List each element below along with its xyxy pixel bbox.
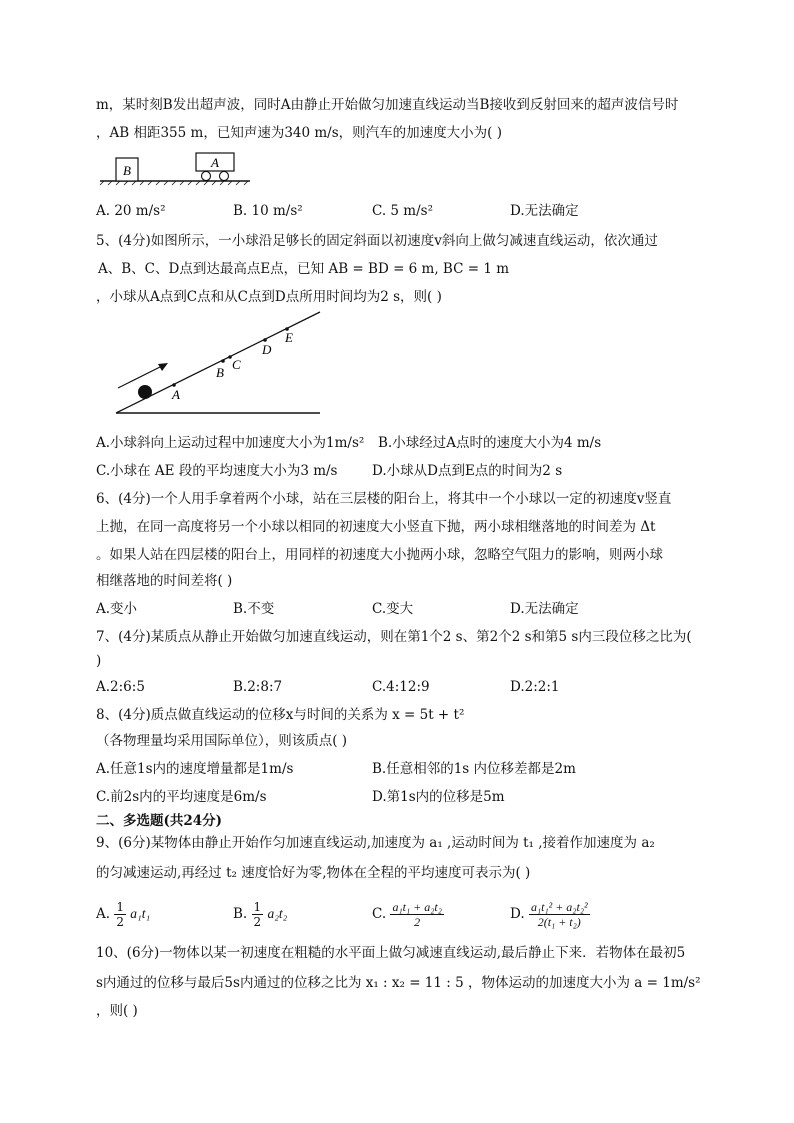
- q4-option-b: B. 10 m/s²: [233, 203, 303, 219]
- q7-line2: ): [96, 653, 102, 669]
- q7-option-d: D.2:2:1: [510, 679, 560, 695]
- q9-line2: 的匀减速运动,再经过 t₂ 速度恰好为零,物体在全程的平均速度可表示为( ): [96, 865, 531, 881]
- q9-option-d: D. $\frac{\text{a₁t₁² + a₂t₂²}}{\text{2(t₁ + t₂)}}$: [510, 900, 588, 929]
- cart-a-label: A: [211, 155, 219, 170]
- point-d-label: D: [262, 342, 272, 357]
- q6-line2: 上抛，在同一高度将另一个小球以相同的初速度大小竖直下抛，两小球相继落地的时间差为 Δt: [96, 519, 656, 535]
- q4-option-c: C. 5 m/s²: [372, 203, 434, 219]
- q5-line3: ，小球从A点到C点和从C点到D点所用时间均为2 s，则( ): [96, 289, 442, 305]
- q5-option-a: A.小球斜向上运动过程中加速度大小为1m/s²: [96, 435, 365, 451]
- q8-option-c: C.前2s内的平均速度是6m/s: [96, 789, 267, 805]
- q7-option-c: C.4:12:9: [372, 679, 430, 695]
- box-b-label: B: [123, 163, 131, 178]
- q6-option-d: D.无法确定: [510, 601, 579, 617]
- q10-line1: 10、(6分)一物体以某一初速度在粗糙的水平面上做匀减速直线运动,最后静止下来．若物体在最初5: [96, 945, 686, 961]
- q10-line3: ，则( ): [96, 1003, 138, 1019]
- point-e-label: E: [285, 330, 293, 345]
- q8-option-a: A.任意1s内的速度增量都是1m/s: [96, 761, 294, 777]
- q9-option-b: B. $\frac{1}{2}$ a₂t₂: [233, 900, 288, 929]
- q9-option-c: C. $\frac{\text{a₁t₁ + a₂t₂}}{2}$: [372, 900, 442, 929]
- cart-wheel: [220, 172, 229, 181]
- q4-option-d: D.无法确定: [510, 203, 579, 219]
- q6-line3: 。如果人站在四层楼的阳台上，用同样的初速度大小抛两小球，忽略空气阻力的影响，则两小球: [96, 547, 663, 563]
- q6-line4: 相继落地的时间差将( ): [96, 573, 233, 589]
- point-b-label: B: [216, 365, 224, 380]
- q8-option-d: D.第1s内的位移是5m: [372, 789, 505, 805]
- q6-line1: 6、(4分)一个人用手拿着两个小球，站在三层楼的阳台上，将其中一个小球以一定的初速度v竖直: [96, 491, 672, 507]
- q8-line2: （各物理量均采用国际单位），则该质点( ): [96, 733, 348, 749]
- q10-line2: s内通过的位移与最后5s内通过的位移之比为 x₁ : x₂ = 11 : 5 ，物体运动的加速度大小为 a = 1m/s²: [96, 975, 701, 991]
- q9-option-a: A. $\frac{1}{2}$ a₁t₁: [96, 900, 151, 929]
- ball: [138, 385, 152, 399]
- q5-line2: A、B、C、D点到达最高点E点，已知 AB = BD = 6 m, BC = 1 m: [98, 261, 510, 277]
- q7-option-b: B.2:8:7: [233, 679, 283, 695]
- q6-option-b: B.不变: [233, 601, 275, 617]
- q8-line1: 8、(4分)质点做直线运动的位移x与时间的关系为 x = 5t + t²: [96, 707, 465, 723]
- q4-line2: ，AB 相距355 m，已知声速为340 m/s，则汽车的加速度大小为( ): [96, 125, 502, 141]
- q5-option-b: B.小球经过A点时的速度大小为4 m/s: [378, 435, 602, 451]
- q5-incline-figure: [108, 306, 330, 418]
- q5-option-c: C.小球在 AE 段的平均速度大小为3 m/s: [96, 463, 338, 479]
- q6-option-c: C.变大: [372, 601, 414, 617]
- q7-line1: 7、(4分)某质点从静止开始做匀加速直线运动，则在第1个2 s、第2个2 s和第5 s内三段位移之比为(: [96, 629, 692, 645]
- q7-option-a: A.2:6:5: [96, 679, 145, 695]
- q8-option-b: B.任意相邻的1s 内位移差都是2m: [372, 761, 576, 777]
- q4-figure: [98, 150, 258, 186]
- section-title-multi-choice: 二、多选题(共24分): [96, 813, 223, 829]
- point-c-label: C: [232, 357, 241, 372]
- q9-line1: 9、(6分)某物体由静止开始作匀加速直线运动,加速度为 a₁ ,运动时间为 t₁ ,接着作加速度为 a₂: [96, 835, 655, 851]
- q6-option-a: A.变小: [96, 601, 138, 617]
- q4-option-a: A. 20 m/s²: [96, 203, 166, 219]
- point-a-label: A: [172, 387, 180, 402]
- q5-line1: 5、(4分)如图所示，一小球沿足够长的固定斜面以初速度v斜向上做匀减速直线运动，依次通过: [96, 233, 658, 249]
- q4-line1: m，某时刻B发出超声波，同时A由静止开始做匀加速直线运动当B接收到反射回来的超声波信号时: [96, 97, 679, 113]
- q5-option-d: D.小球从D点到E点的时间为2 s: [372, 463, 563, 479]
- cart-wheel: [202, 172, 211, 181]
